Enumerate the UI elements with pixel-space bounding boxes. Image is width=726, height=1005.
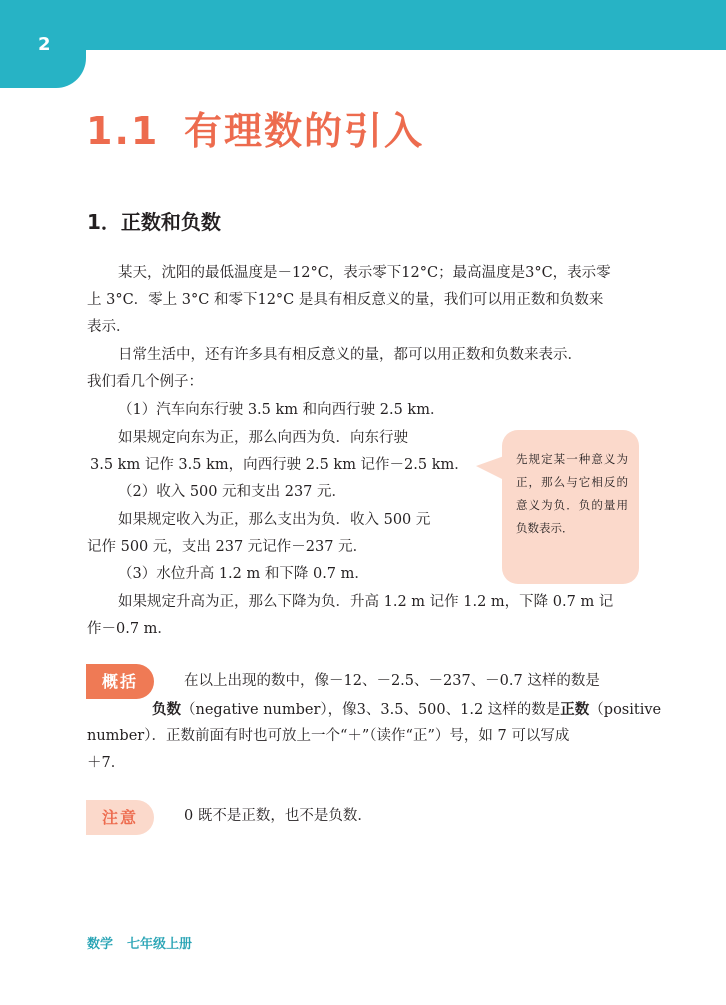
example-line: 如果规定向东为正，那么向西为负．向东行驶: [118, 430, 408, 446]
term-negative-number: 负数: [152, 701, 181, 718]
summary-line: 在以上出现的数中，像－12、－2.5、－237、－0.7 这样的数是: [184, 673, 600, 689]
note-text: 0 既不是正数，也不是负数．: [184, 808, 372, 824]
subsection-heading: 1．正数和负数: [87, 210, 221, 234]
paragraph-line: 上 3°C．零上 3°C 和零下12°C 是具有相反意义的量，我们可以用正数和负数来: [87, 292, 604, 308]
example-line: 作－0.7 m．: [87, 621, 172, 637]
section-number: 1.1: [86, 109, 160, 153]
section-title-text: 有理数的引入: [184, 109, 425, 153]
example-line: 记作 500 元，支出 237 元记作－237 元．: [87, 539, 368, 555]
paragraph-line: 日常生活中，还有许多具有相反意义的量，都可以用正数和负数来表示．: [118, 347, 582, 363]
summary-line: number）．正数前面有时也可放上一个“＋”（读作“正”）号，如 7 可以写成: [87, 728, 570, 744]
paragraph-line: 表示．: [87, 319, 131, 335]
header-bar: [0, 0, 726, 50]
example-line: （1）汽车向东行驶 3.5 km 和向西行驶 2.5 km．: [118, 402, 445, 418]
footer: [87, 933, 192, 952]
summary-line: [152, 696, 661, 725]
summary-text: （positive: [589, 702, 662, 718]
example-line: 如果规定收入为正，那么支出为负．收入 500 元: [118, 512, 431, 528]
page-number-tab: [0, 0, 86, 88]
paragraph-line: 我们看几个例子：: [87, 374, 203, 390]
footer-grade: 七年级上册: [127, 937, 193, 952]
section-title: [86, 100, 424, 155]
summary-line: ＋7．: [87, 755, 126, 771]
example-line: （3）水位升高 1.2 m 和下降 0.7 m．: [118, 566, 369, 582]
speech-tail: [476, 456, 504, 480]
example-line: 如果规定升高为正，那么下降为负．升高 1.2 m 记作 1.2 m，下降 0.7 m 记: [118, 594, 614, 610]
paragraph-line: 某天，沈阳的最低温度是－12°C，表示零下12°C；最高温度是3°C，表示零: [118, 265, 611, 281]
note-tag: 注意: [86, 800, 154, 835]
footer-subject: 数学: [87, 937, 114, 952]
side-note-text: 先规定某一种意义为正，那么与它相反的意义为负．负的量用负数表示．: [516, 452, 628, 535]
side-note-bubble: [502, 430, 639, 584]
summary-text: （negative number），像3、3.5、500、1.2 这样的数是: [181, 702, 561, 718]
example-line: 3.5 km 记作 3.5 km，向西行驶 2.5 km 记作－2.5 km．: [90, 457, 469, 473]
summary-tag: 概括: [86, 664, 154, 699]
page-number: 2: [38, 34, 51, 55]
term-positive-number: 正数: [560, 701, 590, 718]
example-line: （2）收入 500 元和支出 237 元．: [118, 484, 347, 500]
